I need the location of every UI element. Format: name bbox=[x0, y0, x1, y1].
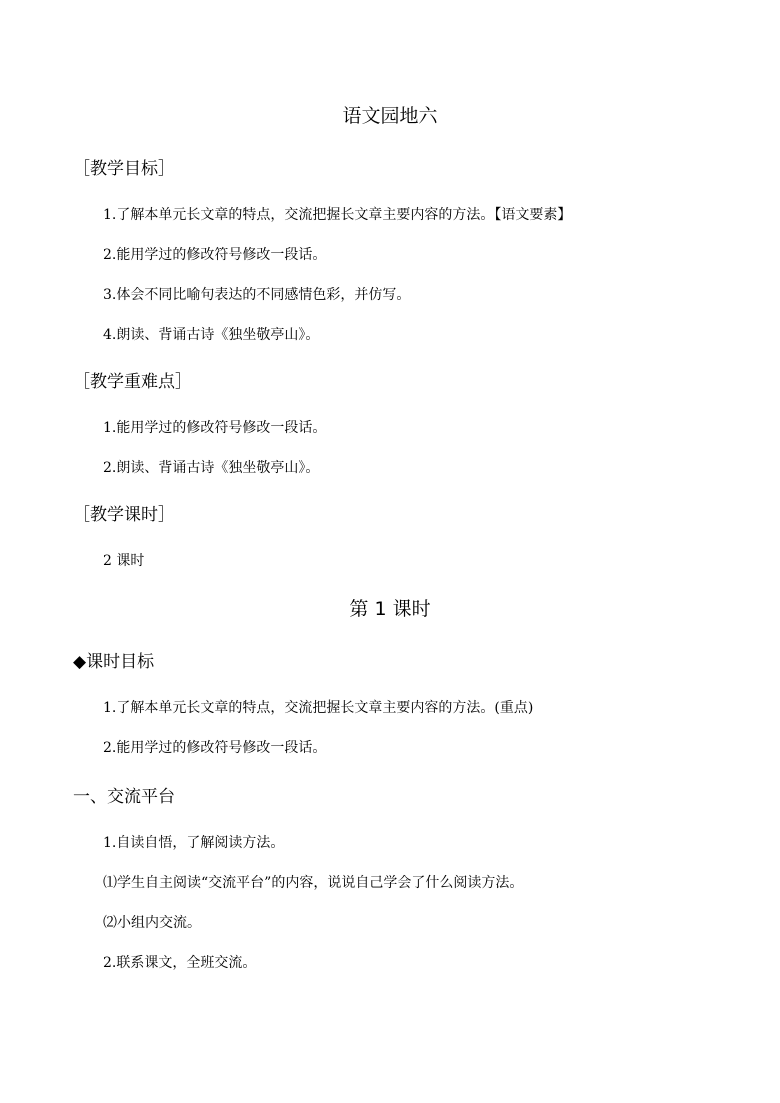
lesson-objective-item-1: 1.了解本单元长文章的特点，交流把握长文章主要内容的方法。(重点) bbox=[103, 700, 534, 716]
class-hours-value: 2 课时 bbox=[103, 553, 145, 569]
objective-item-3: 3.体会不同比喻句表达的不同感情色彩，并仿写。 bbox=[103, 287, 411, 303]
lesson-objective-item-2: 2.能用学过的修改符号修改一段话。 bbox=[103, 740, 327, 756]
document-title: 语文园地六 bbox=[342, 105, 438, 127]
key-point-item-2: 2.朗读、背诵古诗《独坐敬亭山》。 bbox=[103, 460, 320, 476]
section-item-1: 1.自读自悟，了解阅读方法。 bbox=[103, 835, 285, 851]
objectives-heading: ［教学目标］ bbox=[73, 159, 175, 179]
lesson1-title: 第 1 课时 bbox=[349, 598, 431, 620]
objective-item-1: 1.了解本单元长文章的特点，交流把握长文章主要内容的方法。【语文要素】 bbox=[103, 207, 572, 223]
lesson-objectives-heading: ◆课时目标 bbox=[73, 652, 155, 672]
section-item-3: ⑵小组内交流。 bbox=[103, 915, 201, 931]
objective-item-4: 4.朗读、背诵古诗《独坐敬亭山》。 bbox=[103, 327, 320, 343]
section-item-2: ⑴学生自主阅读“交流平台”的内容，说说自己学会了什么阅读方法。 bbox=[103, 875, 524, 891]
section-exchange-platform-heading: 一、交流平台 bbox=[73, 787, 175, 807]
objective-item-2: 2.能用学过的修改符号修改一段话。 bbox=[103, 247, 327, 263]
key-point-item-1: 1.能用学过的修改符号修改一段话。 bbox=[103, 420, 327, 436]
key-points-heading: ［教学重难点］ bbox=[73, 372, 192, 392]
class-hours-heading: ［教学课时］ bbox=[73, 505, 175, 525]
section-item-4: 2.联系课文，全班交流。 bbox=[103, 955, 257, 971]
